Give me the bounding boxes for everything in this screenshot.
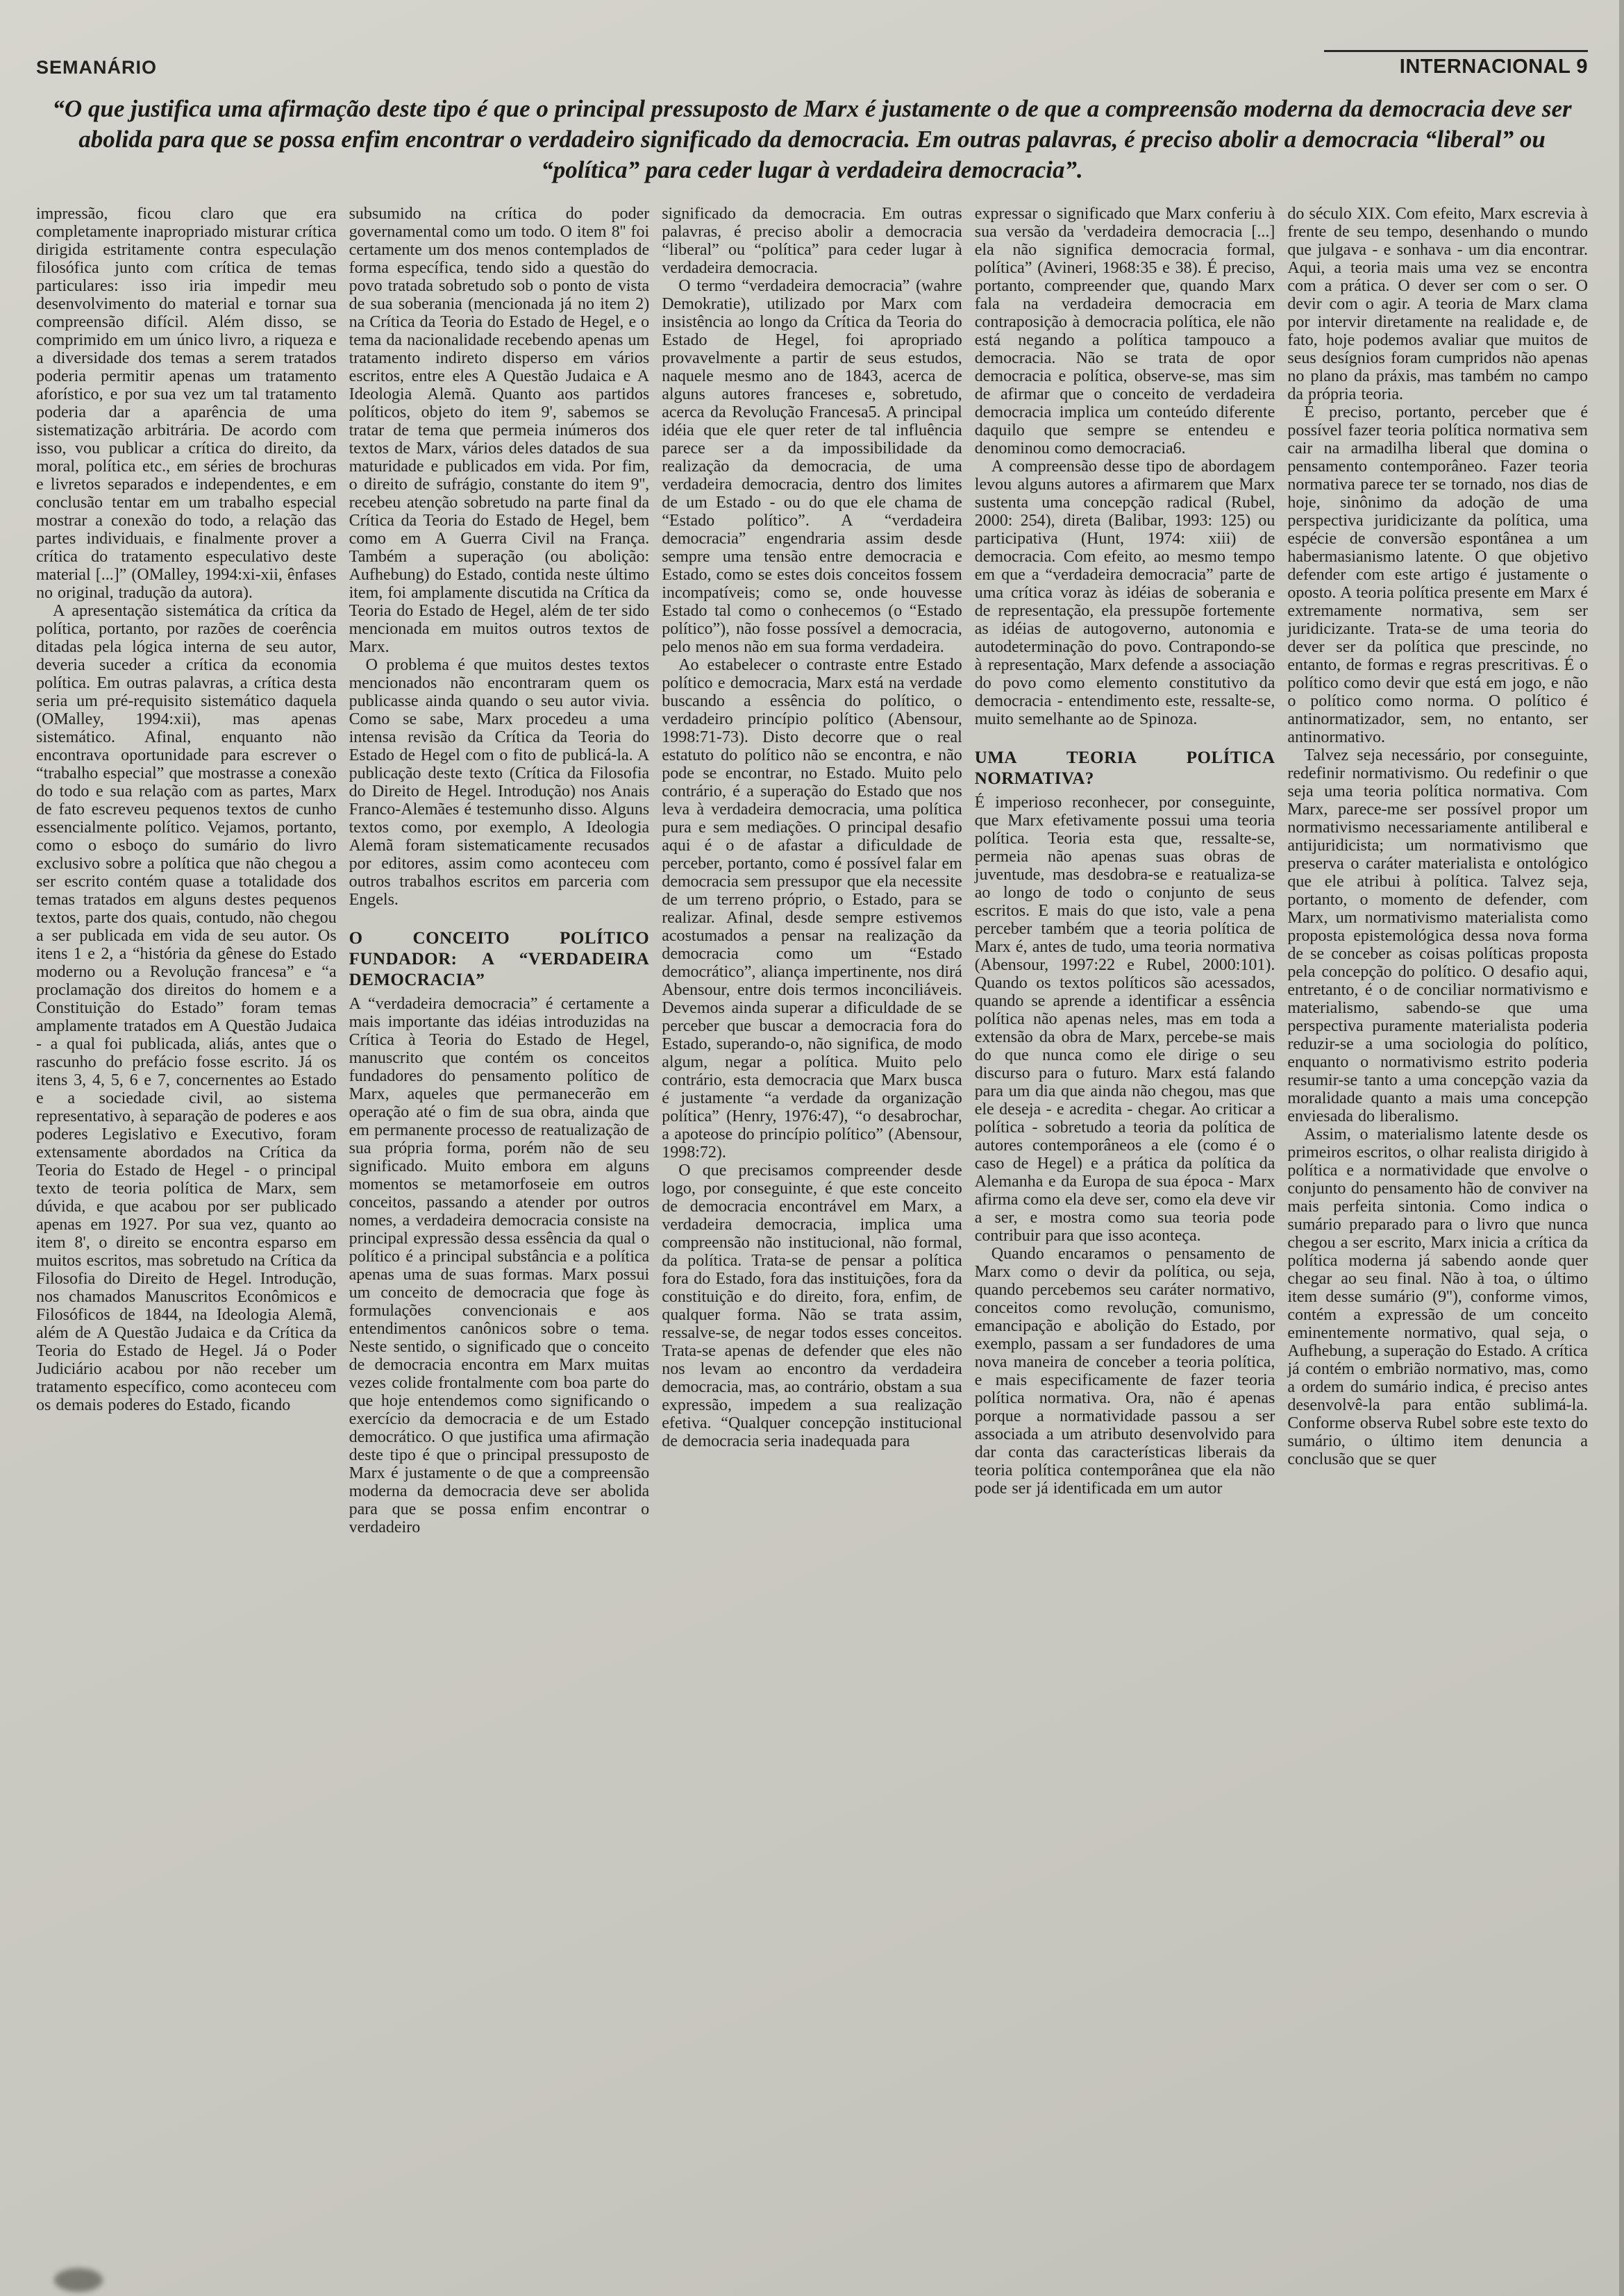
article-paragraph: A apresentação sistemática da crítica da política, portanto, por razões de coerência ditadas pela lógica interna de seu autor, deveria suceder a crítica da economia política. Em outras palavras, a crítica desta seria um pré-requisito sistemático daquela (OMalley, 1994:xii), mas apenas sistemático. Afinal, enquanto não encontrava oportunidade para escrever o “trabalho especial” que mostrasse a conexão do todo e sua relação com as partes, Marx de fato escreveu pequenos textos de cunho essencialmente político. Vejamos, portanto, como o esboço do sumário do livro exclusivo sobre a política que não chegou a ser escrito contém quase a totalidade dos temas tratados em alguns destes pequenos textos, parte dos quais, contudo, não chegou a ser publicada em vida de seu autor. Os itens 1 e 2, a “história da gênese do Estado moderno ou a Revolução francesa” e “a proclamação dos direitos do homem e a Constituição do Estado” foram temas amplamente tratados em A Questão Judaica - a qual foi publicada, aliás, antes que o rascunho do prefácio fosse escrito. Já os itens 3, 4, 5, 6 e 7, concernentes ao Estado e a sociedade civil, ao sistema representativo, à separação de poderes e aos poderes Legislativo e Executivo, foram extensamente abordados na Crítica da Teoria do Estado de Hegel - o principal texto de teoria política de Marx, sem dúvida, e que acabou por ser publicado apenas em 1927. Por sua vez, quanto ao item 8', o direito se encontra esparso em muitos escritos, mas sobretudo na Crítica da Filosofia do Direito de Hegel. Introdução, nos chamados Manuscritos Econômicos e Filosóficos de 1844, na Ideologia Alemã, além de A Questão Judaica e da Crítica da Teoria do Estado de Hegel. Já o Poder Judiciário acabou por não receber um tratamento específico, como aconteceu com os demais poderes do Estado, ficando — [36, 602, 337, 1414]
article-paragraph: O termo “verdadeira democracia” (wahre Demokratie), utilizado por Marx com insistência ao longo da Crítica da Teoria do Estado de Hegel, foi apropriado provavelmente a partir de seus estudos, naquele mesmo ano de 1843, acerca de alguns autores franceses e, sobretudo, acerca da Revolução Francesa5. A principal idéia que ele quer reter de tal influência parece ser a da impossibilidade da realização da democracia, de uma verdadeira democracia, dentro dos limites de um Estado - ou do que ele chama de “Estado político”. A “verdadeira democracia” engendraria assim desde sempre uma tensão entre democracia e Estado, como se estes dois conceitos fossem incompatíveis; como se, onde houvesse Estado tal como o conhecemos (o “Estado político”), não fosse possível a democracia, pelo menos não em sua forma verdadeira. — [662, 277, 962, 656]
section-title-left: SEMANÁRIO — [36, 57, 158, 78]
article-columns — [36, 205, 1588, 1536]
section-heading: O CONCEITO POLÍTICO FUNDADOR: A “VERDADEIRA DEMOCRACIA” — [349, 929, 650, 989]
page-header — [36, 50, 1588, 78]
article-column — [975, 205, 1275, 1536]
article-paragraph: É imperioso reconhecer, por conseguinte, que Marx efetivamente possui uma teoria política. Teoria esta que, ressalte-se, permeia não apenas suas obras de juventude, mas desdobra-se e reatualiza-se ao longo de todo o conjunto de seus escritos. E mais do que isto, vale a pena perceber também que a teoria política de Marx é, antes de tudo, uma teoria normativa (Abensour, 1997:22 e Rubel, 2000:101). Quando os textos políticos são acessados, quando se aprende a identificar a essência política não apenas neles, mas em toda a extensão da obra de Marx, percebe-se mais do que nunca como ele dirige o seu discurso para o futuro. Marx está falando para um dia que ainda não chegou, mas que ele deseja - e acredita - chegar. Ao criticar a política - sobretudo a teoria da política de autores contemporâneos a ele (como é o caso de Hegel) e a prática da política da Alemanha e da Europa de sua época - Marx afirma como ela deve ser, como ela deve vir a ser, e mostra como sua teoria pode contribuir para que isso aconteça. — [974, 794, 1275, 1245]
article-paragraph: A “verdadeira democracia” é certamente a mais importante das idéias introduzidas na Crítica à Teoria do Estado de Hegel, manuscrito que contém os conceitos fundadores do pensamento político de Marx, aqueles que permanecerão em operação até o fim de sua obra, ainda que em permanente processo de reatualização de sua própria forma, porém não de seu significado. Muito embora em alguns momentos se metamorfoseie em outros conceitos, passando a atender por outros nomes, a verdadeira democracia consiste na principal expressão dessa essência da qual o político é a principal substância e a política apenas uma de suas formas. Marx possui um conceito de democracia que foge às formulações convencionais e aos entendimentos canônicos sobre o tema. Neste sentido, o significado que o conceito de democracia encontra em Marx muitas vezes colide frontalmente com boa parte do que hoje entendemos como significando o exercício da democracia e de um Estado democrático. O que justifica uma afirmação deste tipo é que o principal pressuposto de Marx é justamente o de que a compreensão moderna da democracia deve ser abolida para que se possa enfim encontrar o verdadeiro — [349, 995, 650, 1536]
article-paragraph: impressão, ficou claro que era completamente inapropriado misturar crítica dirigida estritamente contra especulação filosófica junto com crítica de temas particulares: isso iria impedir meu desenvolvimento do material e tornar sua compreensão difícil. Além disso, se comprimido em um único livro, a riqueza e a diversidade dos temas a serem tratados poderia permitir apenas um tratamento aforístico, e por sua vez um tal tratamento poderia dar a aparência de uma sistematização arbitrária. De acordo com isso, vou publicar a crítica do direito, da moral, política etc., em séries de brochuras e livretos separados e independentes, e em conclusão tentar em um trabalho especial mostrar a conexão do todo, a relação das partes individuais, e finalmente prover a crítica do tratamento especulativo deste material [...]” (OMalley, 1994:xi-xii, ênfases no original, tradução da autora). — [36, 205, 337, 602]
scan-artifact-smudge — [54, 2268, 103, 2292]
article-paragraph: O que precisamos compreender desde logo, por conseguinte, é que este conceito de democracia encontrável em Marx, a verdadeira democracia, implica uma compreensão não institucional, não formal, da política. Trata-se de pensar a política fora do Estado, fora das instituições, fora da constituição e do direito, fora, enfim, de qualquer forma. Não se trata assim, ressalve-se, de negar todos esses conceitos. Trata-se apenas de defender que eles não nos levam ao encontro da verdadeira democracia, mas, ao contrário, obstam a sua expressão, impedem a sua realização efetiva. “Qualquer concepção institucional de democracia seria inadequada para — [662, 1162, 962, 1450]
article-column — [662, 205, 962, 1536]
article-paragraph: do século XIX. Com efeito, Marx escrevia à frente de seu tempo, desenhando o mundo que julgava - e sonhava - um dia encontrar. Aqui, a teoria mais uma vez se encontra com a prática. O dever ser com o ser. O devir com o agir. A teoria de Marx clama por intervir diretamente na realidade e, de fato, hoje podemos avaliar que muitos de seus desígnios foram cumpridos não apenas no plano da práxis, mas também no campo da própria teoria. — [1287, 205, 1588, 403]
article-paragraph: Assim, o materialismo latente desde os primeiros escritos, o olhar realista dirigido à política e a normatividade que envolve o conjunto do pensamento hão de conviver na mais perfeita sintonia. Como indica o sumário preparado para o livro que nunca chegou a ser escrito, Marx inicia a crítica da política moderna já sabendo aonde quer chegar ao seu final. Não à toa, o último item desse sumário (9''), conforme vimos, contém a expressão de um conceito eminentemente normativo, qual seja, o Aufhebung, a superação do Estado. A crítica já contém o embrião normativo, mas, como a ordem do sumário indica, é preciso antes desenvolvê-la para então sublimá-la. Conforme observa Rubel sobre este texto do sumário, o último item denuncia a conclusão que se quer — [1287, 1125, 1588, 1468]
article-paragraph: A compreensão desse tipo de abordagem levou alguns autores a afirmarem que Marx sustenta uma concepção radical (Rubel, 2000: 254), direta (Balibar, 1993: 125) ou participativa (Hunt, 1974: xiii) de democracia. Com efeito, ao mesmo tempo em que a “verdadeira democracia” parte de uma crítica voraz às idéias de soberania e de representação, ela pressupõe fortemente as idéias de autogoverno, autonomia e autodeterminação do povo. Contrapondo-se à representação, Marx defende a associação do povo como elemento constitutivo da democracia - entendimento este, ressalte-se, muito semelhante ao de Spinoza. — [974, 458, 1275, 728]
article-column — [36, 205, 337, 1536]
article-paragraph: Quando encaramos o pensamento de Marx como o devir da política, ou seja, quando percebemos seu caráter normativo, conceitos como revolução, comunismo, emancipação e abolição do Estado, por exemplo, passam a ser fundadores de uma nova maneira de conceber a teoria política, e mais especificamente de fazer teoria política normativa. Ora, não é apenas porque a normatividade passou a ser associada a um atributo desenvolvido para dar conta das características liberais da teoria política contemporânea que ela não pode ser já identificada em um autor — [974, 1245, 1275, 1498]
article-paragraph: O problema é que muitos destes textos mencionados não encontraram quem os publicasse ainda quando o seu autor vivia. Como se sabe, Marx procedeu a uma intensa revisão da Crítica da Teoria do Estado de Hegel com o fito de publicá-la. A publicação deste texto (Crítica da Filosofia do Direito de Hegel. Introdução) nos Anais Franco-Alemães é testemunho disso. Alguns textos como, por exemplo, A Ideologia Alemã foram sistematicamente recusados por editores, assim como aconteceu com outros trabalhos escritos em parceria com Engels. — [349, 656, 650, 909]
article-paragraph: Ao estabelecer o contraste entre Estado político e democracia, Marx está na verdade buscando a essência do político, o verdadeiro princípio político (Abensour, 1998:71-73). Disto decorre que o real estatuto do político não se encontra, e não pode se encontrar, no Estado. Muito pelo contrário, é a superação do Estado que nos leva à verdadeira democracia, uma política pura e sem mediações. O principal desafio aqui é o de afastar a dificuldade de perceber, portanto, como é possível falar em democracia sem pressupor que ela necessite de um terreno próprio, o Estado, para se realizar. Afinal, desde sempre estivemos acostumados a pensar na realização da democracia como um “Estado democrático”, aliança impertinente, nos dirá Abensour, entre dois termos inconciliáveis. Devemos ainda superar a dificuldade de se perceber que buscar a democracia fora do Estado, superando-o, não significa, de modo algum, negar a política. Muito pelo contrário, esta democracia que Marx busca é justamente “a verdade da organização política” (Henry, 1976:47), “o desabrochar, a apoteose do princípio político” (Abensour, 1998:72). — [662, 656, 962, 1162]
article-paragraph: subsumido na crítica do poder governamental como um todo. O item 8'' foi certamente um dos menos contemplados de forma específica, tendo sido a questão do povo tratada sobretudo sob o ponto de vista de sua soberania (mencionada já no item 2) na Crítica da Teoria do Estado de Hegel, e o tema da nacionalidade recebendo apenas um tratamento indireto disperso em vários escritos, entre eles A Questão Judaica e A Ideologia Alemã. Quanto aos partidos políticos, objeto do item 9', sabemos se tratar de tema que permeia inúmeros dos textos de Marx, vários deles datados de sua maturidade e publicados em vida. Por fim, o direito de sufrágio, constante do item 9'', recebeu atenção sobretudo na parte final da Crítica da Teoria do Estado de Hegel, bem como em A Guerra Civil na França. Também a superação (ou abolição: Aufhebung) do Estado, contida neste último item, foi amplamente discutida na Crítica da Teoria do Estado de Hegel, além de ter sido mencionada em muitos outros textos de Marx. — [349, 205, 650, 656]
lead-quote: “O que justifica uma afirmação deste tipo é que o principal pressuposto de Marx é justamente o de que a compreensão moderna da democracia deve ser abolida para que se possa enfim encontrar o verdadeiro significado da democracia. Em outras palavras, é preciso abolir a democracia “liberal” ou “política” para ceder lugar à verdadeira democracia”. — [52, 95, 1572, 183]
article-column — [349, 205, 650, 1536]
article-paragraph: significado da democracia. Em outras palavras, é preciso abolir a democracia “liberal” ou “política” para ceder lugar à verdadeira democracia. — [662, 205, 962, 277]
scan-artifact-right-edge — [1619, 0, 1624, 2296]
article-column — [1287, 205, 1588, 1536]
article-paragraph: Talvez seja necessário, por conseguinte, redefinir normativismo. Ou redefinir o que seja uma teoria política normativa. Com Marx, parece-me ser possível propor um normativismo necessariamente antiliberal e antijuridicista; um normativismo que preserva o caráter materialista e ontológico que ele atribui à política. Talvez seja, portanto, o momento de defender, com Marx, um normativismo materialista como proposta epistemológica dessa nova forma de se conceber as coisas políticas proposta pela concepção do político. O desafio aqui, entretanto, é o de conciliar normativismo e materialismo, sabendo-se que uma perspectiva puramente materialista poderia reduzir-se a uma sociologia do político, enquanto o normativismo estrito poderia resumir-se tanto a uma concepção vazia da moralidade quanto a mais uma concepção enviesada do liberalismo. — [1287, 746, 1588, 1125]
article-paragraph: É preciso, portanto, perceber que é possível fazer teoria política normativa sem cair na armadilha liberal que domina o pensamento contemporâneo. Fazer teoria normativa parece ter se tornado, nos dias de hoje, sinônimo da adoção de uma perspectiva juridicizante da política, uma espécie de conversão espontânea a um habermasianismo latente. O que objetivo defender com este artigo é justamente o oposto. A teoria política presente em Marx é extremamente normativa, sem ser juridicizante. Trata-se de uma teoria do dever ser da política que prescinde, no entanto, de formas e regras prescritivas. É o político como devir que está em jogo, e não o político como norma. O político é antinormatizador, sem, no entanto, ser antinormativo. — [1287, 403, 1588, 746]
article-paragraph: expressar o significado que Marx conferiu à sua versão da 'verdadeira democracia [...] ela não significa democracia formal, política” (Avineri, 1968:35 e 38). É preciso, portanto, compreender que, quando Marx fala na verdadeira democracia em contraposição à democracia política, ele não está negando a política tampouco a democracia. Não se trata de opor democracia e política, observe-se, mas sim de afirmar que o conceito de verdadeira democracia implica um conteúdo diferente daquilo que sempre se entendeu e denominou como democracia6. — [974, 205, 1275, 458]
section-heading: UMA TEORIA POLÍTICA NORMATIVA? — [974, 748, 1275, 788]
section-title-right: INTERNACIONAL 9 — [1324, 50, 1588, 78]
